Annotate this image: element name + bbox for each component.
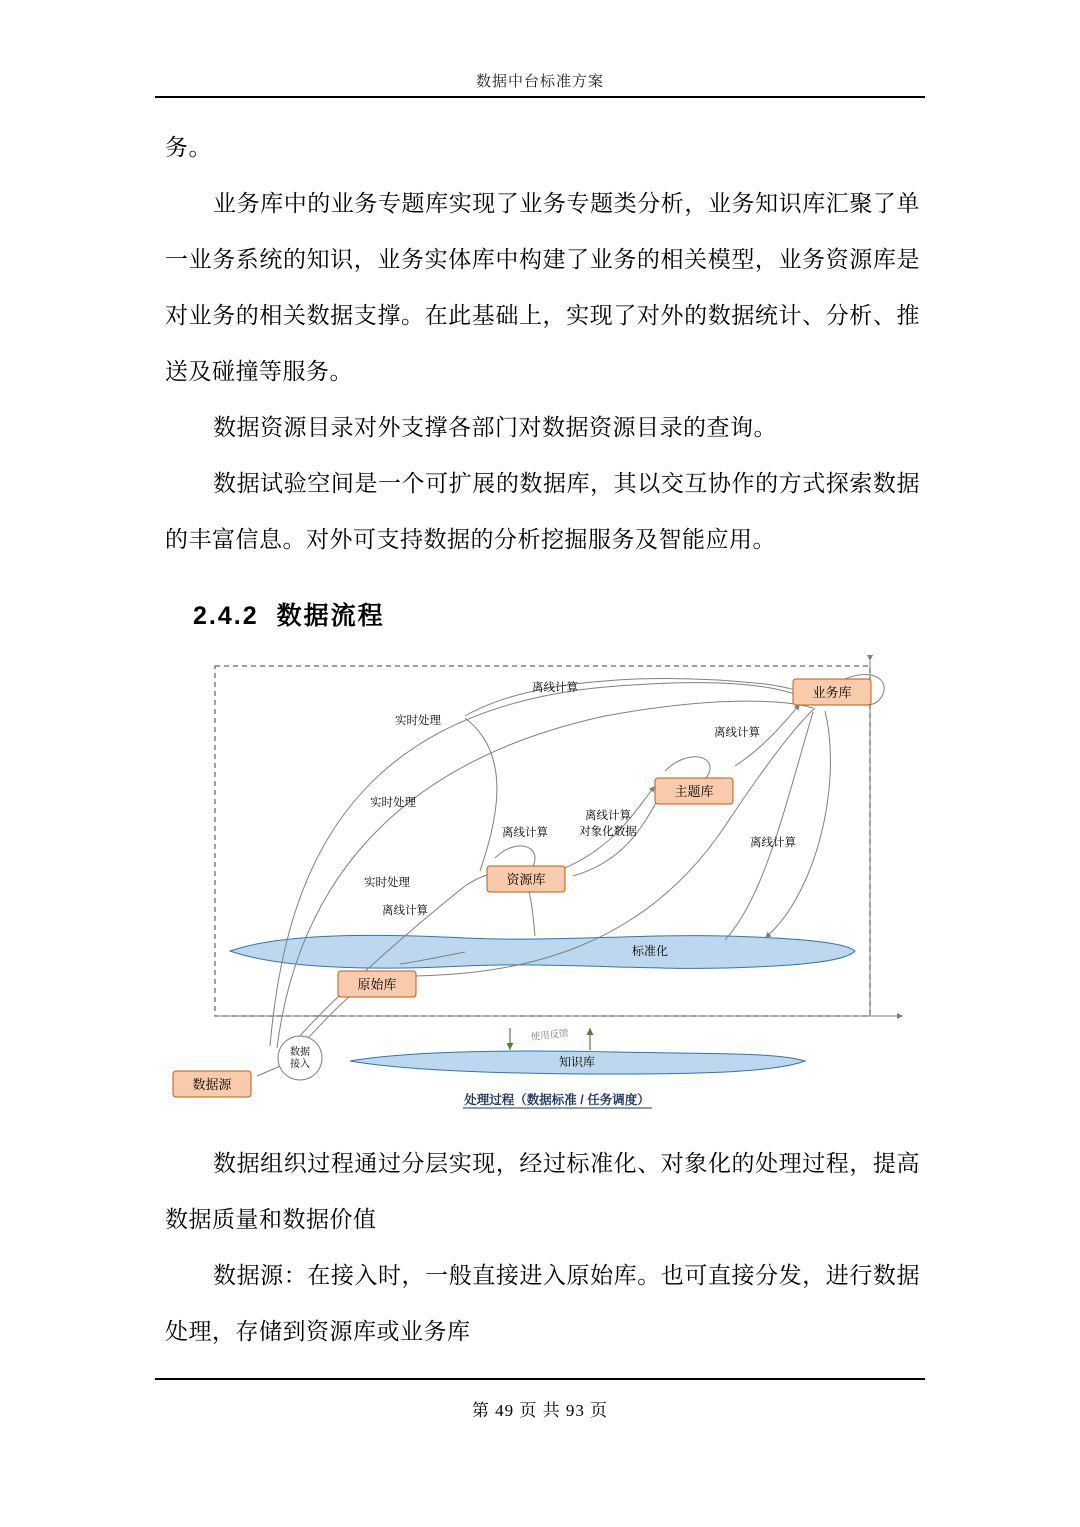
paragraph-1: 业务库中的业务专题库实现了业务专题类分析，业务知识库汇聚了单一业务系统的知识，业务实体库中构建了业务的相关模型，业务资源库是对业务的相关数据支撑。在此基础上，实现了对外的数据统计、分析、推送及碰撞等服务。 bbox=[165, 191, 920, 384]
svg-text:接入: 接入 bbox=[290, 1059, 310, 1070]
paragraph-0: 务。 bbox=[165, 135, 212, 160]
knowledge-base-label: 知识库 bbox=[558, 1055, 596, 1069]
node-datasource bbox=[173, 1071, 251, 1097]
section-heading bbox=[193, 596, 920, 632]
standardization-band bbox=[230, 935, 855, 968]
section-title: 数据流程 bbox=[276, 602, 385, 630]
band-label: 标准化 bbox=[631, 944, 669, 958]
page-footer: 第 49 页 共 93 页 bbox=[471, 1401, 609, 1420]
svg-text:离线计算: 离线计算 bbox=[714, 727, 760, 739]
paragraph-after-figure-1: 数据源：在接入时，一般直接进入原始库。也可直接分发，进行数据处理，存储到资源库或业务库 bbox=[165, 1263, 920, 1344]
ingest-node bbox=[278, 1036, 322, 1080]
page-content bbox=[165, 120, 920, 1360]
paragraph-2: 数据资源目录对外支撑各部门对数据资源目录的查询。 bbox=[213, 415, 777, 440]
svg-text:资源库: 资源库 bbox=[506, 872, 546, 887]
svg-text:离线计算: 离线计算 bbox=[382, 905, 428, 917]
header-divider bbox=[155, 96, 925, 98]
svg-text:原始库: 原始库 bbox=[357, 977, 397, 992]
svg-text:业务库: 业务库 bbox=[812, 685, 852, 700]
paragraph-3: 数据试验空间是一个可扩展的数据库，其以交互协作的方式探索数据的丰富信息。对外可支持数据的分析挖掘服务及智能应用。 bbox=[165, 471, 920, 552]
node-resource bbox=[487, 866, 565, 892]
footer-divider bbox=[155, 1378, 925, 1380]
node-subject bbox=[655, 778, 733, 804]
node-business bbox=[793, 679, 871, 705]
svg-text:数据: 数据 bbox=[290, 1047, 310, 1058]
page-header: 数据中台标准方案 bbox=[475, 74, 604, 90]
svg-text:离线计算: 离线计算 bbox=[750, 837, 796, 849]
svg-text:离线计算: 离线计算 bbox=[502, 827, 548, 839]
svg-text:对象化数据: 对象化数据 bbox=[579, 826, 637, 838]
feedback-label: 使用反馈 bbox=[530, 1028, 570, 1043]
svg-text:离线计算: 离线计算 bbox=[532, 682, 578, 694]
svg-text:实时处理: 实时处理 bbox=[364, 877, 410, 889]
figure-caption: 处理过程（数据标准 / 任务调度） bbox=[464, 1093, 650, 1107]
svg-text:离线计算: 离线计算 bbox=[585, 810, 631, 822]
section-number: 2.4.2 bbox=[193, 602, 259, 630]
svg-text:实时处理: 实时处理 bbox=[370, 797, 416, 809]
node-raw bbox=[338, 971, 416, 997]
svg-text:主题库: 主题库 bbox=[674, 784, 714, 799]
svg-text:实时处理: 实时处理 bbox=[395, 715, 441, 727]
paragraph-after-figure-0: 数据组织过程通过分层实现，经过标准化、对象化的处理过程，提高数据质量和数据价值 bbox=[165, 1151, 920, 1232]
svg-text:数据源: 数据源 bbox=[192, 1077, 232, 1092]
data-flow-figure bbox=[165, 646, 920, 1136]
